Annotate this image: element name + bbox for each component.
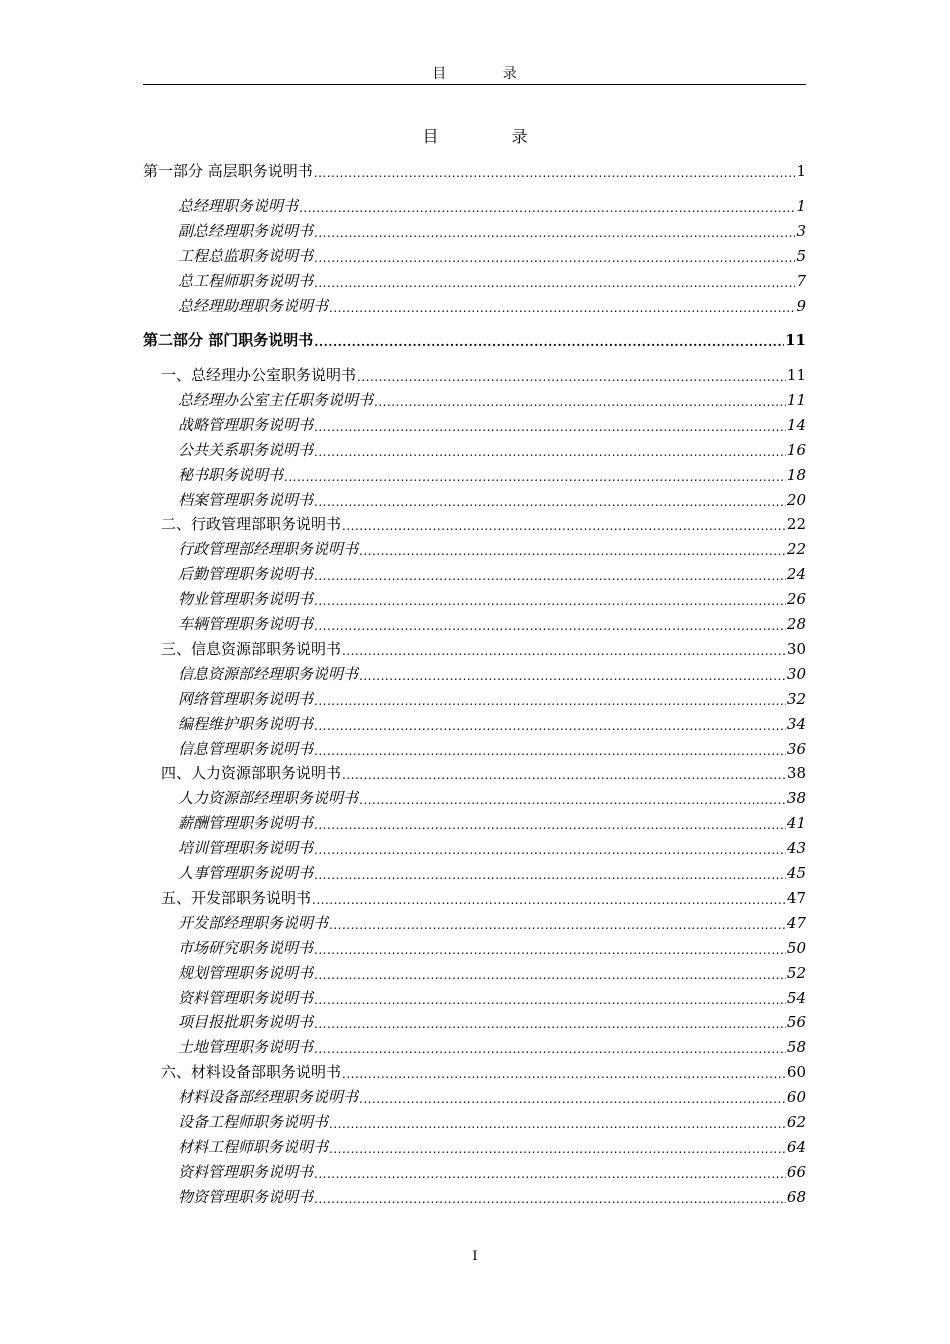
toc-entry-label: 项目报批职务说明书 <box>178 1013 314 1031</box>
toc-leader-dots <box>314 419 786 435</box>
toc-entry-page: 54 <box>786 989 806 1007</box>
toc-entry-page: 1 <box>796 197 806 215</box>
toc-entry[interactable] <box>178 988 806 1008</box>
toc-leader-dots <box>314 743 786 759</box>
toc-entry-page: 52 <box>786 964 806 982</box>
toc-entry[interactable] <box>143 330 806 350</box>
toc-entry-label: 编程维护职务说明书 <box>178 715 314 733</box>
toc-leader-dots <box>314 842 786 858</box>
toc-leader-dots <box>329 300 795 316</box>
toc-entry-page: 22 <box>786 515 806 533</box>
toc-entry-page: 24 <box>786 565 806 583</box>
toc-entry[interactable] <box>178 1037 806 1057</box>
toc-entry-label: 后勤管理职务说明书 <box>178 565 314 583</box>
toc-entry[interactable] <box>143 161 806 181</box>
toc-leader-dots <box>314 444 786 460</box>
toc-entry-page: 32 <box>786 690 806 708</box>
toc-entry-label: 二、行政管理部职务说明书 <box>161 515 342 533</box>
toc-entry-label: 四、人力资源部职务说明书 <box>161 764 342 782</box>
toc-entry-label: 资料管理职务说明书 <box>178 1163 314 1181</box>
toc-entry[interactable] <box>178 440 806 460</box>
toc-entry[interactable] <box>178 963 806 983</box>
toc-entry[interactable] <box>178 1162 806 1182</box>
toc-entry-page: 45 <box>786 864 806 882</box>
toc-entry-page: 43 <box>786 839 806 857</box>
toc-entry-label: 设备工程师职务说明书 <box>178 1113 329 1131</box>
toc-leader-dots <box>312 892 786 908</box>
toc-entry-label: 培训管理职务说明书 <box>178 839 314 857</box>
toc-entry[interactable] <box>178 415 806 435</box>
toc-entry[interactable] <box>178 589 806 609</box>
toc-entry-label: 薪酬管理职务说明书 <box>178 814 314 832</box>
toc-entry-label: 副总经理职务说明书 <box>178 222 314 240</box>
toc-entry[interactable] <box>178 739 806 759</box>
toc-entry[interactable] <box>161 763 806 783</box>
toc-entry[interactable] <box>161 639 806 659</box>
toc-entry-page: 66 <box>786 1163 806 1181</box>
toc-leader-dots <box>314 494 786 510</box>
toc-entry-page: 11 <box>786 391 806 409</box>
page-number: I <box>472 1249 478 1264</box>
toc-leader-dots <box>329 1116 786 1132</box>
toc-entry-label: 总工程师职务说明书 <box>178 272 314 290</box>
toc-leader-dots <box>342 518 786 534</box>
toc-entry-label: 六、材料设备部职务说明书 <box>161 1063 342 1081</box>
toc-entry[interactable] <box>178 390 806 410</box>
toc-entry-label: 材料工程师职务说明书 <box>178 1138 329 1156</box>
toc-entry-label: 总经理职务说明书 <box>178 197 299 215</box>
toc-entry-page: 58 <box>786 1038 806 1056</box>
toc-entry[interactable] <box>161 365 806 385</box>
toc-entry[interactable] <box>161 1062 806 1082</box>
toc-entry-label: 规划管理职务说明书 <box>178 964 314 982</box>
toc-leader-dots <box>314 1191 786 1207</box>
toc-entry-page: 62 <box>786 1113 806 1131</box>
toc-leader-dots <box>299 200 795 216</box>
toc-entry[interactable] <box>178 614 806 634</box>
toc-leader-dots <box>357 369 786 385</box>
toc-entry-page: 60 <box>786 1063 806 1081</box>
toc-entry[interactable] <box>178 196 806 216</box>
toc-entry-label: 一、总经理办公室职务说明书 <box>161 366 357 384</box>
toc-leader-dots <box>314 334 784 350</box>
toc-entry-page: 28 <box>786 615 806 633</box>
toc-entry[interactable] <box>178 838 806 858</box>
toc-leader-dots <box>359 668 786 684</box>
toc-entry-page: 36 <box>786 740 806 758</box>
toc-entry-label: 秘书职务说明书 <box>178 466 284 484</box>
toc-entry-page: 56 <box>786 1013 806 1031</box>
toc-entry-label: 开发部经理职务说明书 <box>178 914 329 932</box>
toc-entry-label: 信息管理职务说明书 <box>178 740 314 758</box>
toc-entry-label: 总经理办公室主任职务说明书 <box>178 391 374 409</box>
toc-leader-dots <box>314 275 795 291</box>
toc-entry-page: 18 <box>786 466 806 484</box>
toc-entry[interactable] <box>178 221 806 241</box>
toc-leader-dots <box>314 967 786 983</box>
toc-entry-label: 战略管理职务说明书 <box>178 416 314 434</box>
toc-entry-page: 38 <box>786 789 806 807</box>
toc-entry-page: 60 <box>786 1088 806 1106</box>
page-header <box>143 64 806 85</box>
toc-leader-dots <box>342 1066 786 1082</box>
toc-entry-label: 资料管理职务说明书 <box>178 989 314 1007</box>
toc-entry-page: 30 <box>786 640 806 658</box>
toc-leader-dots <box>342 767 786 783</box>
toc-entry-label: 市场研究职务说明书 <box>178 939 314 957</box>
toc-entry[interactable] <box>178 714 806 734</box>
toc-leader-dots <box>314 992 786 1008</box>
toc-entry-label: 档案管理职务说明书 <box>178 491 314 509</box>
toc-entry-label: 物资管理职务说明书 <box>178 1188 314 1206</box>
toc-entry[interactable] <box>178 913 806 933</box>
toc-leader-dots <box>314 568 786 584</box>
toc-entry-page: 9 <box>796 297 806 315</box>
toc-leader-dots <box>374 394 786 410</box>
toc-entry-label: 总经理助理职务说明书 <box>178 297 329 315</box>
toc-entry-label: 第二部分 部门职务说明书 <box>143 331 314 349</box>
toc-leader-dots <box>314 250 795 266</box>
page-footer <box>0 1248 950 1266</box>
toc-entry-page: 7 <box>796 272 806 290</box>
toc-leader-dots <box>359 543 786 559</box>
toc-entry[interactable] <box>178 271 806 291</box>
toc-entry[interactable] <box>178 863 806 883</box>
toc-entry-page: 1 <box>796 162 806 180</box>
toc-entry-label: 公共关系职务说明书 <box>178 441 314 459</box>
toc-entry-page: 38 <box>786 764 806 782</box>
toc-entry-page: 64 <box>786 1138 806 1156</box>
toc-entry-page: 14 <box>786 416 806 434</box>
toc-entry[interactable] <box>178 938 806 958</box>
toc-entry[interactable] <box>178 1087 806 1107</box>
toc-entry-page: 16 <box>786 441 806 459</box>
toc-entry-label: 行政管理部经理职务说明书 <box>178 540 359 558</box>
toc-entry[interactable] <box>161 888 806 908</box>
toc-leader-dots <box>329 1141 786 1157</box>
header-title: 目 录 <box>432 66 543 82</box>
toc-entry-page: 68 <box>786 1188 806 1206</box>
toc-entry-label: 第一部分 高层职务说明书 <box>143 162 313 180</box>
toc-entry[interactable] <box>178 1137 806 1157</box>
toc-leader-dots <box>314 1166 786 1182</box>
toc-entry-label: 工程总监职务说明书 <box>178 247 314 265</box>
toc-leader-dots <box>314 817 786 833</box>
toc-entry[interactable] <box>178 539 806 559</box>
toc-entry-label: 人事管理职务说明书 <box>178 864 314 882</box>
toc-title <box>0 126 950 148</box>
toc-leader-dots <box>314 225 795 241</box>
toc-leader-dots <box>342 643 786 659</box>
toc-leader-dots <box>314 593 786 609</box>
toc-entry[interactable] <box>178 1012 806 1032</box>
toc-entry-page: 50 <box>786 939 806 957</box>
toc-leader-dots <box>314 1016 786 1032</box>
toc-entry[interactable] <box>178 689 806 709</box>
toc-leader-dots <box>329 917 786 933</box>
toc-entry-page: 47 <box>786 914 806 932</box>
toc-entry-label: 物业管理职务说明书 <box>178 590 314 608</box>
toc-entry-page: 26 <box>786 590 806 608</box>
toc-entry-page: 30 <box>786 665 806 683</box>
toc-entry-page: 47 <box>786 889 806 907</box>
toc-entry-page: 41 <box>786 814 806 832</box>
toc-leader-dots <box>359 792 786 808</box>
toc-entry-page: 34 <box>786 715 806 733</box>
toc-leader-dots <box>314 867 786 883</box>
toc-entry[interactable] <box>178 813 806 833</box>
toc-leader-dots <box>314 942 786 958</box>
toc-leader-dots <box>359 1091 786 1107</box>
toc-leader-dots <box>314 1041 786 1057</box>
toc-entry-label: 五、开发部职务说明书 <box>161 889 312 907</box>
toc-entry[interactable] <box>178 664 806 684</box>
toc-title-text: 目 录 <box>422 127 562 146</box>
toc-entry[interactable] <box>178 1187 806 1207</box>
toc-entry-page: 22 <box>786 540 806 558</box>
toc-leader-dots <box>314 693 786 709</box>
toc-entry-label: 人力资源部经理职务说明书 <box>178 789 359 807</box>
toc-entry-label: 土地管理职务说明书 <box>178 1038 314 1056</box>
toc-entry-label: 材料设备部经理职务说明书 <box>178 1088 359 1106</box>
toc-leader-dots <box>284 469 786 485</box>
toc-entry-page: 20 <box>786 491 806 509</box>
toc-entry[interactable] <box>178 564 806 584</box>
toc-entry[interactable] <box>178 490 806 510</box>
toc-entry-page: 11 <box>786 366 806 384</box>
toc-entry-label: 车辆管理职务说明书 <box>178 615 314 633</box>
toc-leader-dots <box>314 718 786 734</box>
toc-entry[interactable] <box>178 1112 806 1132</box>
toc-entry[interactable] <box>178 296 806 316</box>
toc-entry-label: 三、信息资源部职务说明书 <box>161 640 342 658</box>
toc-leader-dots <box>314 618 786 634</box>
toc-entry[interactable] <box>178 465 806 485</box>
toc-entry-label: 网络管理职务说明书 <box>178 690 314 708</box>
toc-entry-page: 5 <box>796 247 806 265</box>
toc-entry[interactable] <box>178 788 806 808</box>
toc-entry[interactable] <box>161 514 806 534</box>
toc-entry[interactable] <box>178 246 806 266</box>
toc-entry-label: 信息资源部经理职务说明书 <box>178 665 359 683</box>
toc-leader-dots <box>314 165 796 181</box>
toc-entry-page: 11 <box>785 331 806 349</box>
toc-entry-page: 3 <box>796 222 806 240</box>
